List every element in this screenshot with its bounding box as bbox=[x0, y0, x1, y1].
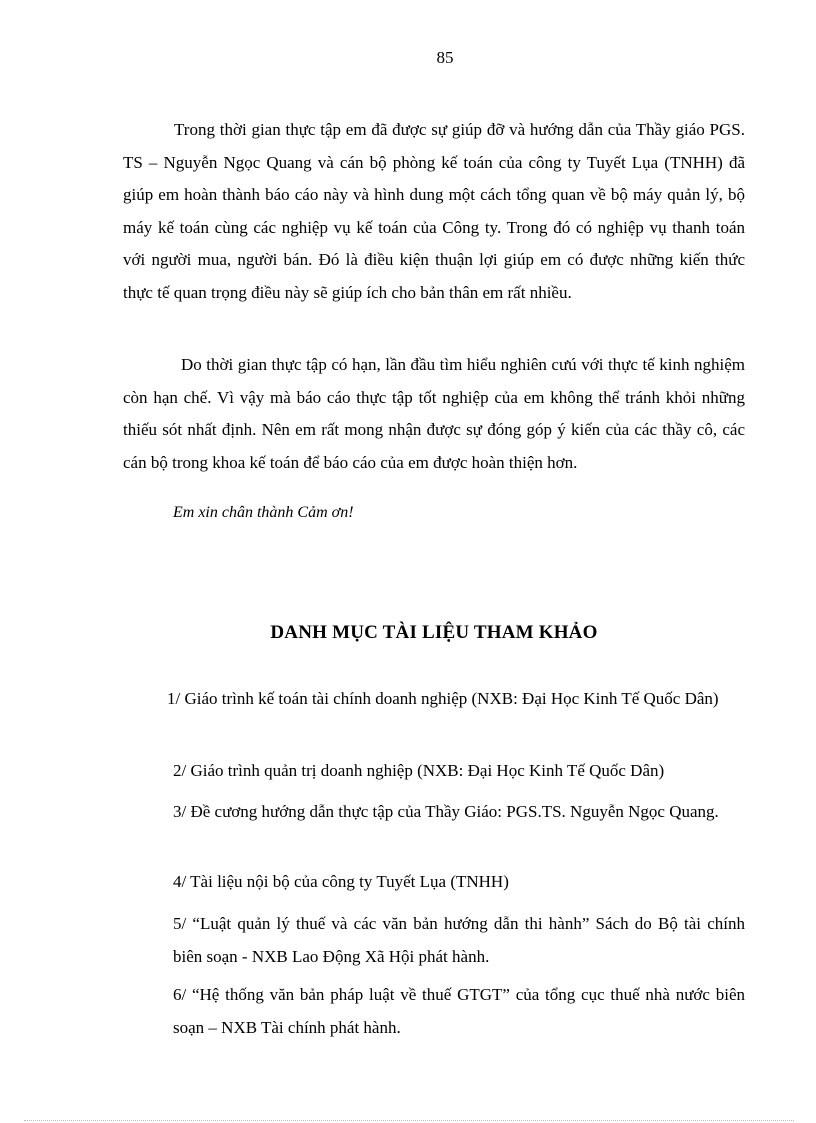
page-number: 85 bbox=[436, 48, 454, 67]
reference-item-1: 1/ Giáo trình kế toán tài chính doanh nghiệp (NXB: Đại Học Kinh Tế Quốc Dân) bbox=[167, 689, 719, 708]
reference-item-2: 2/ Giáo trình quản trị doanh nghiệp (NXB: Đại Học Kinh Tế Quốc Dân) bbox=[173, 761, 665, 780]
acknowledgement-paragraph-2: Do thời gian thực tập có hạn, lần đầu tìm hiểu nghiên cưú với thực tế kinh nghiệm còn hạn chế. Vì vậy mà báo cáo thực tập tốt nghiệp của em không thể tránh khỏi những thiếu sót nhất định. Nên em rất mong nhận được sự đóng góp ý kiến của các thầy cô, các cán bộ trong khoa kế toán để báo cáo của em được hoàn thiện hơn. bbox=[123, 355, 745, 472]
page-bottom-divider bbox=[24, 1120, 794, 1121]
references-title: DANH MỤC TÀI LIỆU THAM KHẢO bbox=[270, 622, 598, 643]
reference-item-5: 5/ “Luật quản lý thuế và các văn bản hướng dẫn thi hành” Sách do Bộ tài chính biên soạn - NXB Lao Động Xã Hội phát hành. bbox=[173, 914, 745, 966]
reference-item-6: 6/ “Hệ thống văn bản pháp luật về thuế GTGT” của tổng cục thuế nhà nước biên soạn – NXB Tài chính phát hành. bbox=[173, 985, 745, 1037]
acknowledgement-paragraph-1: Trong thời gian thực tập em đã được sự giúp đỡ và hướng dẫn của Thầy giáo PGS. TS – Nguyễn Ngọc Quang và cán bộ phòng kế toán của công ty Tuyết Lụa (TNHH) đã giúp em hoàn thành báo cáo này và hình dung một cách tổng quan về bộ máy quản lý, bộ máy kế toán cùng các nghiệp vụ kế toán của Công ty. Trong đó có nghiệp vụ thanh toán với người mua, người bán. Đó là điều kiện thuận lợi giúp em có được những kiến thức thực tế quan trọng điều này sẽ giúp ích cho bản thân em rất nhiều. bbox=[123, 120, 745, 302]
reference-item-4: 4/ Tài liệu nội bộ của công ty Tuyết Lụa (TNHH) bbox=[173, 872, 509, 891]
closing-line: Em xin chân thành Cảm ơn! bbox=[173, 504, 354, 521]
reference-item-3: 3/ Đề cương hướng dẫn thực tập của Thầy Giáo: PGS.TS. Nguyễn Ngọc Quang. bbox=[173, 802, 719, 821]
